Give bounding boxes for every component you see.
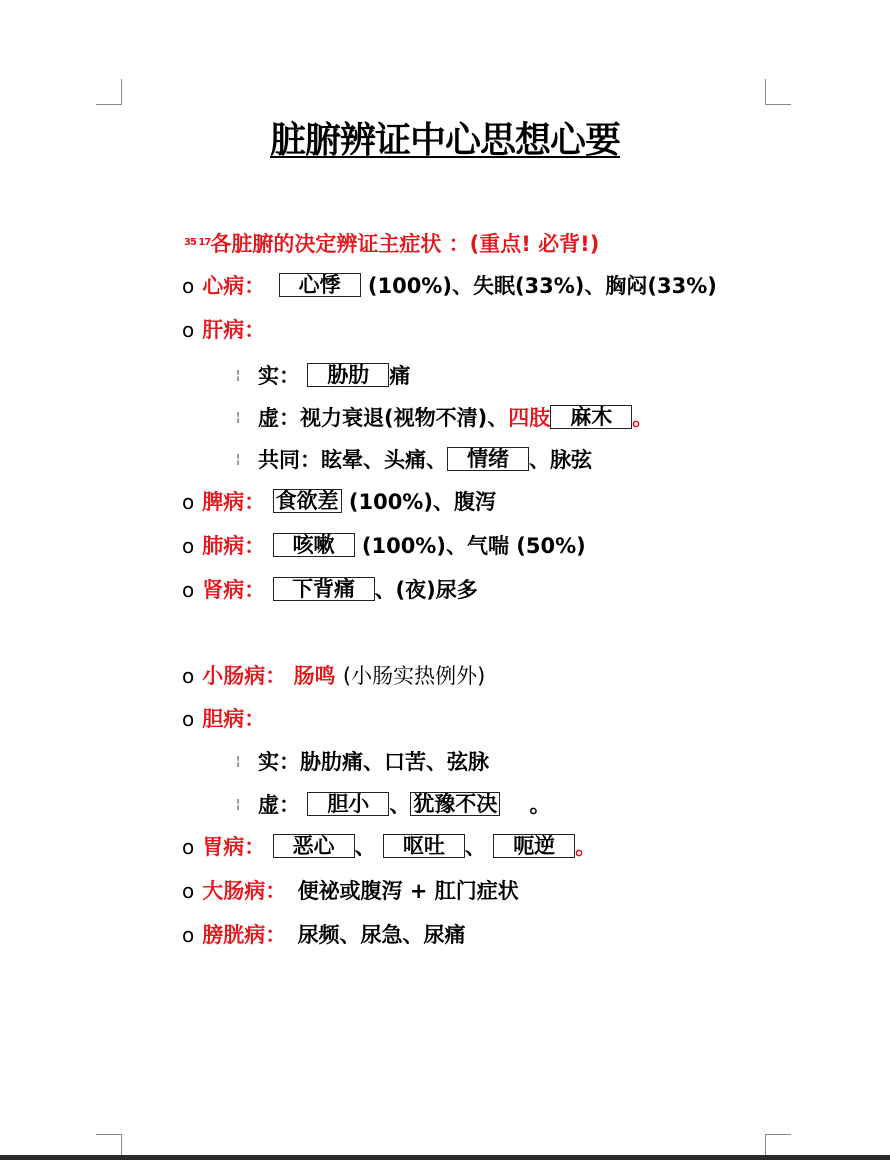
bullet-icon: o [182,318,195,342]
gallbladder-shi-row [236,746,489,776]
bullet-icon: o [182,707,195,731]
heart-row [182,271,717,301]
crop-mark-top-right [765,79,791,105]
liver-common-post: 、脉弦 [529,448,592,472]
bullet-icon: o [182,879,195,903]
liver-xu-row [236,402,653,432]
tick-icon: ¦ [236,452,241,466]
lung-rest: (100%)、气喘 (50%) [361,534,586,558]
gallbladder-box-1: 胆小 [307,792,389,816]
stomach-sep-2: 、 [464,835,486,859]
liver-xu-red: 四肢 [508,406,551,430]
footnote-marker: 35 17 [184,237,211,248]
liver-common-box: 情绪 [447,447,529,471]
tick-icon: ¦ [236,754,241,768]
small-intestine-rest: (小肠实热例外) [342,664,486,688]
kidney-box: 下背痛 [273,577,375,601]
small-intestine-red: 肠鸣 [293,664,336,688]
stomach-box-3: 呃逆 [493,834,575,858]
liver-shi-post: 痛 [389,364,411,388]
crop-mark-top-left [96,79,122,105]
bladder-row [182,920,466,950]
tick-icon: ¦ [236,797,241,811]
small-intestine-label: 小肠病： [202,664,287,688]
liver-xu-box: 麻木 [550,405,632,429]
spleen-row [182,487,496,517]
kidney-row [182,575,478,605]
liver-shi-box: 胁肋 [307,363,389,387]
gallbladder-dot: 。 [529,793,551,817]
bullet-icon: o [182,490,195,514]
gallbladder-xu-pre: 虚： [258,793,300,817]
gallbladder-box-2: 犹豫不决 [410,792,500,816]
large-intestine-label: 大肠病： [202,879,287,903]
spleen-rest: (100%)、腹泻 [348,490,496,514]
stomach-sep-1: 、 [354,835,376,859]
liver-shi-pre: 实： [258,364,300,388]
bullet-icon: o [182,274,195,298]
large-intestine-row [182,876,519,906]
bullet-icon: o [182,923,195,947]
heart-rest: (100%)、失眠(33%)、胸闷(33%) [367,274,717,298]
bladder-rest: 尿频、尿急、尿痛 [297,923,466,947]
spleen-label: 脾病： [202,490,266,514]
bullet-icon: o [182,835,195,859]
lung-row [182,531,586,561]
lung-label: 肺病： [202,534,266,558]
bullet-icon: o [182,664,195,688]
bladder-label: 膀胱病： [202,923,287,947]
page-bottom-edge [0,1155,890,1160]
page-title: 脏腑辨证中心思想心要 [269,120,620,161]
gallbladder-sep: 、 [389,793,411,817]
stomach-box-1: 恶心 [273,834,355,858]
liver-common-pre: 共同：眩晕、头痛、 [258,448,447,472]
heading-text: 各脏腑的决定辨证主症状 ：(重点! 必背!) [210,232,600,256]
liver-xu-pre: 虚：视力衰退(视物不清)、 [258,406,509,430]
liver-row [182,315,265,345]
lung-box: 咳嗽 [273,533,355,557]
spleen-box: 食欲差 [273,489,342,513]
section-heading [184,228,599,258]
stomach-label: 胃病： [202,835,266,859]
liver-label: 肝病： [202,318,266,342]
heart-label: 心病： [202,274,266,298]
tick-icon: ¦ [236,368,241,382]
gallbladder-row [182,704,265,734]
tick-icon: ¦ [236,410,241,424]
gallbladder-label: 胆病： [202,707,266,731]
liver-common-row [236,444,592,474]
stomach-dot: 。 [575,835,597,859]
liver-xu-dot: 。 [632,406,654,430]
large-intestine-rest: 便祕或腹泻 + 肛门症状 [297,879,519,903]
kidney-label: 肾病： [202,578,266,602]
stomach-row [182,832,596,862]
liver-shi-row [236,360,410,390]
small-intestine-row [182,661,485,691]
gallbladder-shi-text: 实：胁肋痛、口苦、弦脉 [258,750,489,774]
kidney-rest: 、(夜)尿多 [374,578,478,602]
bullet-icon: o [182,534,195,558]
gallbladder-xu-row [236,789,551,819]
bullet-icon: o [182,578,195,602]
heart-key-symptom-box: 心悸 [279,273,361,297]
stomach-box-2: 呕吐 [383,834,465,858]
